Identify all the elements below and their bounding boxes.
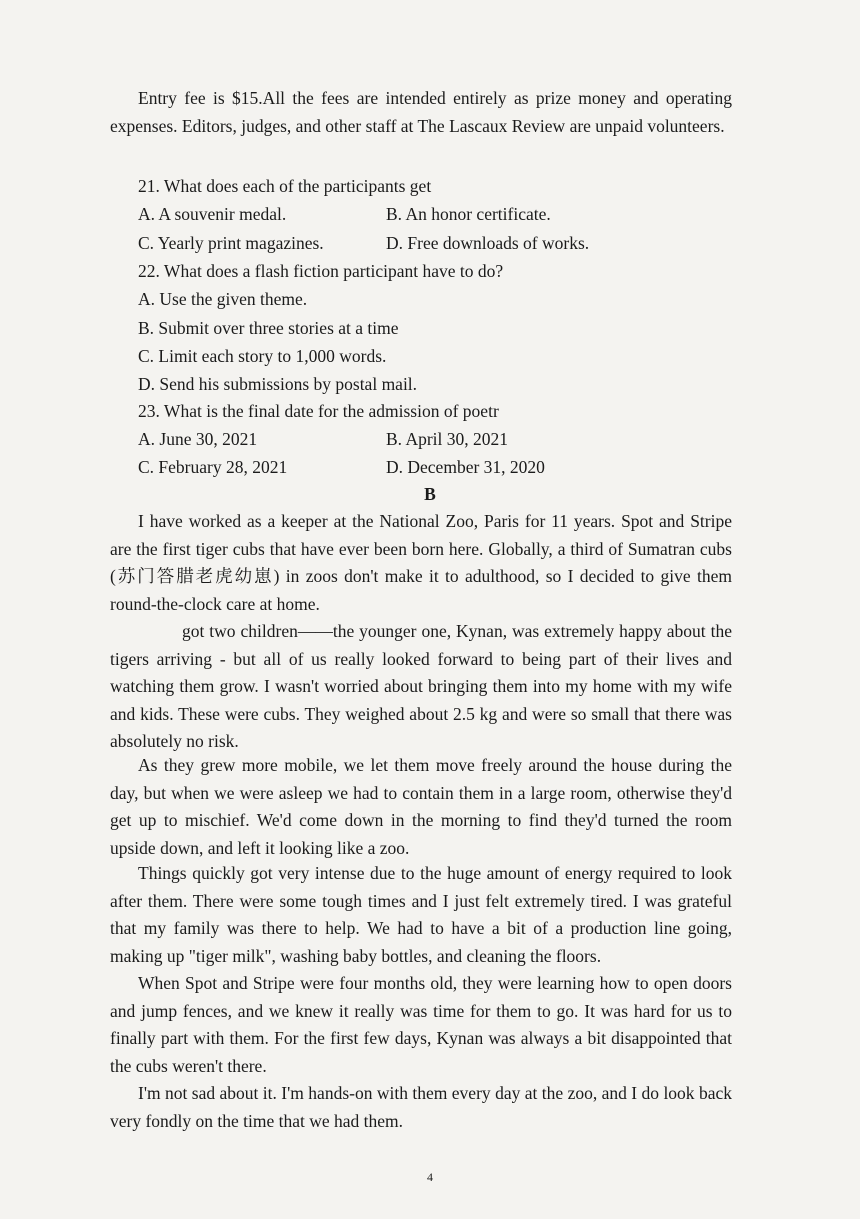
question-21-option-c: C. Yearly print magazines. — [138, 233, 324, 253]
passage-paragraph-4: Things quickly got very intense due to the huge amount of energy required to look after them. There were some tough times and I just felt extremely tired. I was grateful that my family was there to help. We had to have a bit of a production line going, making up "tiger milk", washing baby bottles, and cleaning the floors. — [110, 863, 732, 966]
passage-paragraph-1: I have worked as a keeper at the National Zoo, Paris for 11 years. Spot and Stripe are the first tiger cubs that have ever been born here. Globally, a third of Sumatran cubs (苏门答腊老虎幼崽) in zoos don't make it to adulthood, so I decided to give them round-the-clock care at home. — [110, 511, 732, 614]
question-21-option-b: B. An honor certificate. — [386, 204, 551, 224]
question-23-option-b: B. April 30, 2021 — [386, 429, 509, 449]
question-21-option-d: D. Free downloads of works. — [386, 233, 590, 253]
passage-paragraph-2: got two children——the younger one, Kynan, was extremely happy about the tigers arriving - but all of us really looked forward to being part of their lives and watching them grow. I wasn't worried about bringing them into my home with my wife and kids. These were cubs. They weighed about 2.5 kg and were so small that there was absolutely no risk. — [110, 621, 732, 751]
passage-paragraph-6: I'm not sad about it. I'm hands-on with them every day at the zoo, and I do look back very fondly on the time that we had them. — [110, 1083, 732, 1131]
question-23-option-a: A. June 30, 2021 — [138, 429, 258, 449]
question-22-option-d: D. Send his submissions by postal mail. — [138, 374, 418, 394]
question-21-stem: 21. What does each of the participants get — [138, 176, 432, 196]
question-23-stem: 23. What is the final date for the admission of poetr — [138, 401, 499, 421]
passage-paragraph-5: When Spot and Stripe were four months old, they were learning how to open doors and jump fences, and we knew it really was time for them to go. It was hard for us to finally part with them. For the first few days, Kynan was always a bit disappointed that the cubs weren't there. — [110, 973, 732, 1076]
question-21-option-a: A. A souvenir medal. — [138, 204, 287, 224]
section-b-heading: B — [424, 484, 436, 504]
question-22-stem: 22. What does a flash fiction participant have to do? — [138, 261, 504, 281]
intro-paragraph: Entry fee is $15.All the fees are intended entirely as prize money and operating expenses. Editors, judges, and other staff at The Lascaux Review are unpaid volunteers. — [110, 88, 732, 136]
question-22-option-c: C. Limit each story to 1,000 words. — [138, 346, 387, 366]
question-23-option-c: C. February 28, 2021 — [138, 457, 288, 477]
question-22-option-a: A. Use the given theme. — [138, 289, 308, 309]
question-22-option-b: B. Submit over three stories at a time — [138, 318, 399, 338]
question-23-option-d: D. December 31, 2020 — [386, 457, 545, 477]
passage-paragraph-3: As they grew more mobile, we let them move freely around the house during the day, but when we were asleep we had to contain them in a large room, otherwise they'd get up to mischief. We'd come down in the morning to find they'd turned the room upside down, and left it looking like a zoo. — [110, 755, 732, 858]
page-number: 4 — [427, 1170, 433, 1184]
